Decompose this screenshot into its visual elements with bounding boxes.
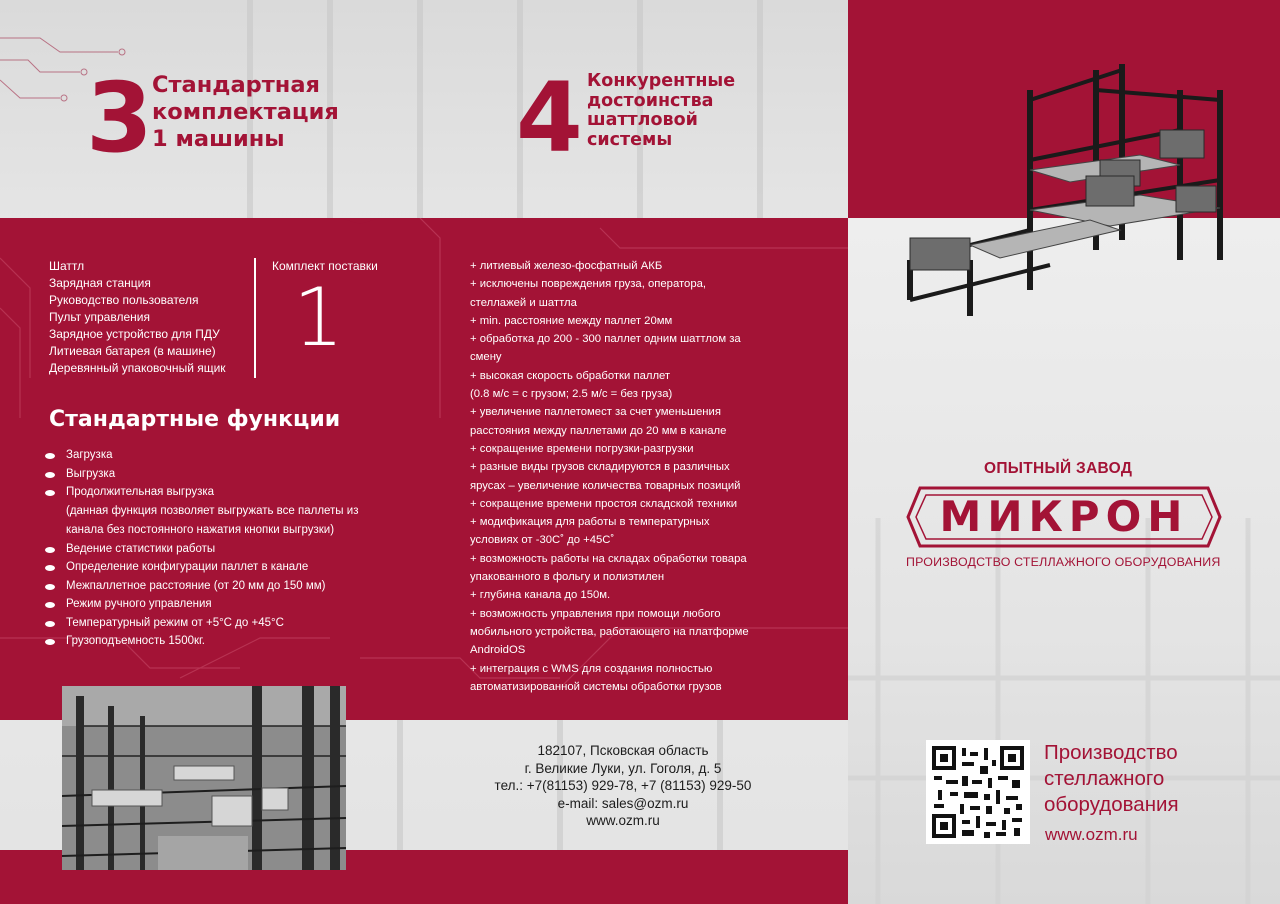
kit-label: Комплект поставки (272, 259, 378, 273)
warehouse-photo (62, 686, 346, 870)
kit-divider (254, 258, 256, 378)
bullet-icon (45, 547, 55, 553)
section-4-title (587, 72, 735, 150)
tagline-line: Производство (1044, 741, 1178, 764)
bullet-icon (45, 472, 55, 478)
functions-list (66, 449, 358, 654)
advantage-line: + обработка до 200 - 300 паллет одним шаттлом за (470, 333, 741, 346)
list-item-note: канала без постоянного нажатия кнопки выгрузки) (66, 523, 335, 536)
advantage-line: + глубина канала до 150м. (470, 589, 611, 602)
advantage-line: + исключены повреждения груза, оператора, (470, 278, 707, 291)
list-item: Режим ручного управления (66, 598, 358, 617)
functions-title: Стандартные функции (49, 407, 341, 432)
advantage-line: + min. расстояние между паллет 20мм (470, 314, 673, 327)
section-4-title-line: шаттловой (587, 110, 698, 130)
kit-item: Литиевая батарея (в машине) (49, 344, 216, 358)
contact-email[interactable]: e-mail: sales@ozm.ru (557, 795, 689, 811)
contacts-block (470, 742, 776, 830)
tagline-line: оборудования (1044, 793, 1179, 816)
advantage-line: ярусах – увеличение количества товарных позиций (470, 479, 741, 492)
kit-item: Зарядное устройство для ПДУ (49, 327, 220, 341)
advantage-line: AndroidOS (470, 644, 526, 657)
brand-subtitle: ПРОИЗВОДСТВО СТЕЛЛАЖНОГО ОБОРУДОВАНИЯ (906, 555, 1221, 569)
advantage-line: расстояния между паллетами до 20 мм в канале (470, 424, 727, 437)
bullet-icon (45, 602, 55, 608)
kit-item: Зарядная станция (49, 276, 151, 290)
advantage-line: условиях от -30С˚ до +45С˚ (470, 534, 615, 547)
shuttle-rack-illustration (890, 60, 1250, 330)
kit-item: Руководство пользователя (49, 293, 199, 307)
advantage-line: автоматизированной системы обработки грузов (470, 680, 722, 693)
list-item: Межпаллетное расстояние (от 20 мм до 150 мм) (66, 580, 358, 599)
brand-website[interactable]: www.ozm.ru (1045, 825, 1138, 844)
bullet-icon (45, 621, 55, 627)
kit-count: 1 (293, 271, 344, 364)
section-4-title-line: достоинства (587, 90, 714, 111)
advantage-line: (0.8 м/с = с грузом; 2.5 м/с = без груза) (470, 388, 673, 401)
kit-item: Шаттл (49, 259, 85, 273)
advantage-line: + модификация для работы в температурных (470, 516, 710, 529)
advantages-list (470, 257, 780, 696)
bullet-icon (45, 565, 55, 571)
bullet-icon (45, 490, 55, 496)
section-3-number: 3 (86, 62, 153, 174)
list-item-note: (данная функция позволяет выгружать все паллеты из (66, 504, 359, 517)
kit-list (49, 258, 226, 377)
advantage-line: + интеграция с WMS для создания полностью (470, 662, 713, 675)
list-item: Температурный режим от +5°С до +45°С (66, 617, 358, 636)
advantage-line: + сокращение времени погрузки-разгрузки (470, 442, 694, 455)
section-3-title-line: комплектация (152, 99, 339, 125)
advantage-line: + возможность работы на складах обработки товара (470, 552, 747, 565)
bullet-icon (45, 453, 55, 459)
kit-item: Пульт управления (49, 310, 150, 324)
list-item: Выгрузка (66, 468, 358, 487)
advantage-line: + литиевый железо-фосфатный АКБ (470, 260, 663, 272)
mikron-logo-text: МИКРОН (939, 492, 1189, 541)
section-4-title-line: системы (587, 129, 673, 150)
list-item: Грузоподъемность 1500кг. (66, 635, 358, 654)
advantage-line: + возможность управления при помощи любого (470, 607, 721, 620)
section-3-title-line: Стандартная (152, 72, 320, 98)
contact-address: 182107, Псковская область (537, 743, 709, 758)
section-3-title (152, 72, 339, 153)
qr-code (932, 746, 1024, 838)
section-4-number: 4 (516, 62, 583, 174)
advantage-line: + сокращение времени простоя складской техники (470, 497, 738, 510)
list-item: Загрузка (66, 449, 358, 468)
advantage-line: мобильного устройства, работающего на платформе (470, 625, 749, 638)
bullet-icon (45, 639, 55, 645)
brand-tagline (1044, 740, 1179, 818)
advantage-line: стеллажей и шаттла (470, 296, 577, 309)
section-3-title-line: 1 машины (152, 126, 285, 152)
kit-item: Деревянный упаковочный ящик (49, 361, 226, 375)
advantage-line: упакованного в фольгу и полиэтилен (470, 571, 665, 584)
section-4-title-line: Конкурентные (587, 71, 736, 91)
tagline-line: стеллажного (1044, 767, 1165, 790)
advantage-line: + увеличение паллетомест за счет уменьшения (470, 406, 721, 419)
contact-city: г. Великие Луки, ул. Гоголя, д. 5 (524, 760, 722, 776)
advantage-line: + разные виды грузов складируются в различных (470, 461, 730, 474)
brand-top-text: ОПЫТНЫЙ ЗАВОД (984, 460, 1133, 477)
list-item: Продолжительная выгрузка (66, 486, 358, 505)
list-item: Ведение статистики работы (66, 543, 358, 562)
contact-website[interactable]: www.ozm.ru (586, 813, 660, 829)
contact-phone[interactable]: тел.: +7(81153) 929-78, +7 (81153) 929-50 (494, 778, 752, 794)
list-item: Определение конфигурации паллет в канале (66, 561, 358, 580)
advantage-line: смену (470, 351, 502, 364)
bullet-icon (45, 584, 55, 590)
advantage-line: + высокая скорость обработки паллет (470, 369, 671, 382)
